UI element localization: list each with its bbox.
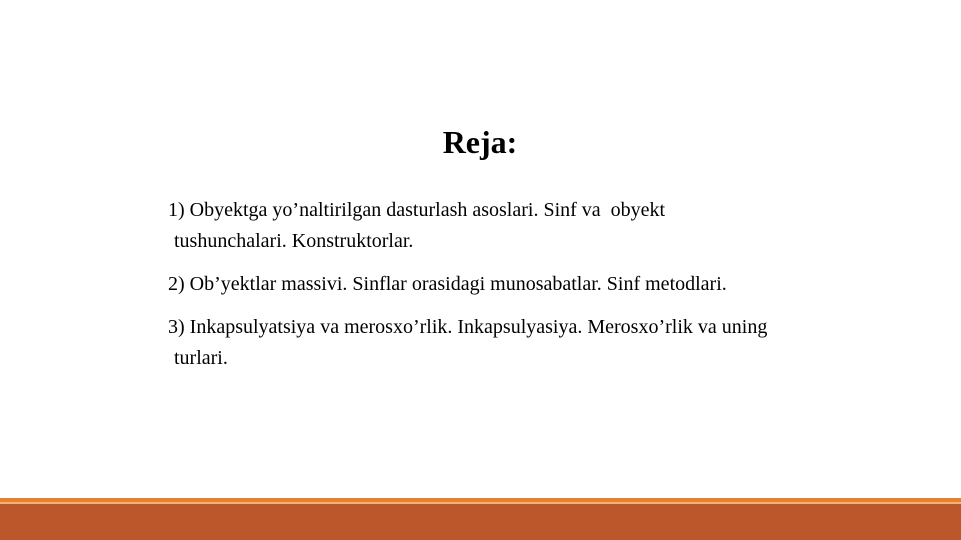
slide-title: Reja:: [442, 124, 518, 160]
plan-item-1: [168, 195, 908, 257]
plan-item-3-line-2: turlari.: [174, 347, 228, 369]
footer-band-fill: [0, 504, 961, 540]
plan-item-1-line-2: tushunchalari. Konstruktorlar.: [174, 230, 414, 252]
plan-item-1-line-1: 1) Obyektga yo’naltirilgan dasturlash asoslari. Sinf va obyekt: [168, 199, 666, 221]
footer-band: [0, 498, 961, 540]
plan-item-3-line-1: 3) Inkapsulyatsiya va merosxo’rlik. Inkapsulyasiya. Merosxo’rlik va uning: [168, 316, 768, 338]
plan-list: [168, 195, 908, 386]
plan-item-2: [168, 269, 908, 300]
plan-item-3: [168, 312, 908, 374]
plan-item-2-line-1: 2) Ob’yektlar massivi. Sinflar orasidagi munosabatlar. Sinf metodlari.: [168, 273, 727, 295]
